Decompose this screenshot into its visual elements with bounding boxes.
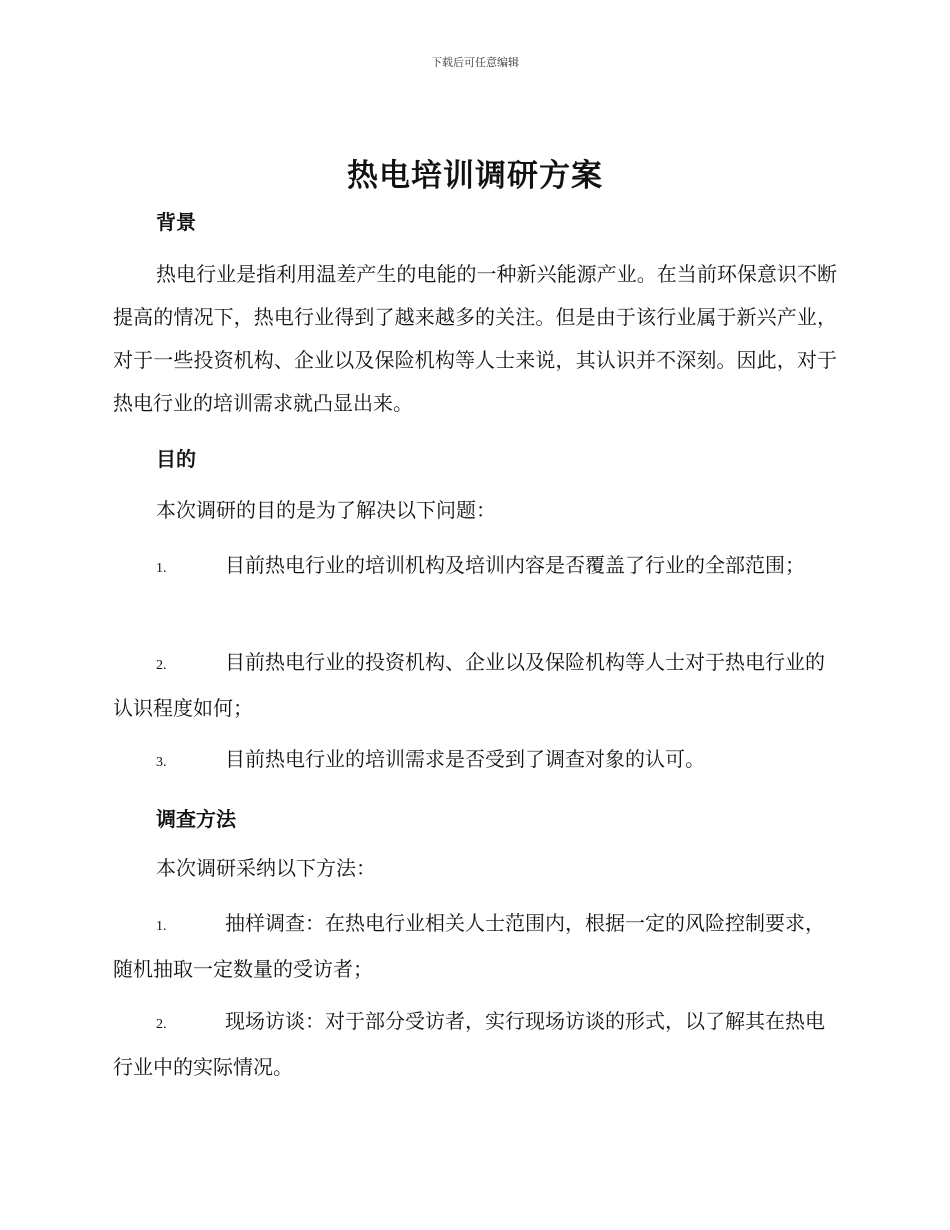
list-text: 现场访谈：对于部分受访者，实行现场访谈的形式，以了解其在热电行业中的实际情况。 <box>113 1009 825 1079</box>
method-list-item <box>113 902 837 991</box>
list-number: 2. <box>156 1017 167 1032</box>
list-text: 抽样调查：在热电行业相关人士范围内，根据一定的风险控制要求，随机抽取一定数量的受访者； <box>113 911 825 981</box>
list-text: 目前热电行业的培训需求是否受到了调查对象的认可。 <box>225 747 705 771</box>
list-number: 1. <box>156 919 167 934</box>
list-number: 2. <box>156 658 167 673</box>
purpose-list-item <box>113 738 837 784</box>
purpose-list-item <box>113 544 837 590</box>
section-heading-background: 背景 <box>156 210 196 234</box>
method-list-item <box>113 1000 837 1089</box>
list-text: 目前热电行业的投资机构、企业以及保险机构等人士对于热电行业的认识程度如何； <box>113 650 825 720</box>
section-heading-method: 调查方法 <box>156 807 236 831</box>
list-number: 3. <box>156 755 167 770</box>
purpose-intro: 本次调研的目的是为了解决以下问题： <box>156 498 496 522</box>
background-paragraph-text: 热电行业是指利用温差产生的电能的一种新兴能源产业。在当前环保意识不断提高的情况下，热电行业得到了越来越多的关注。但是由于该行业属于新兴产业，对于一些投资机构、企业以及保险机构等人士来说，其认识并不深刻。因此，对于热电行业的培训需求就凸显出来。 <box>113 262 837 415</box>
list-number: 1. <box>156 561 167 576</box>
background-paragraph <box>113 253 837 425</box>
header-note: 下载后可任意编辑 <box>431 56 519 69</box>
purpose-list-item <box>113 641 837 730</box>
section-heading-purpose: 目的 <box>156 447 196 471</box>
document-title: 热电培训调研方案 <box>347 158 603 194</box>
method-intro: 本次调研采纳以下方法： <box>156 856 376 880</box>
list-text: 目前热电行业的培训机构及培训内容是否覆盖了行业的全部范围； <box>225 553 805 577</box>
